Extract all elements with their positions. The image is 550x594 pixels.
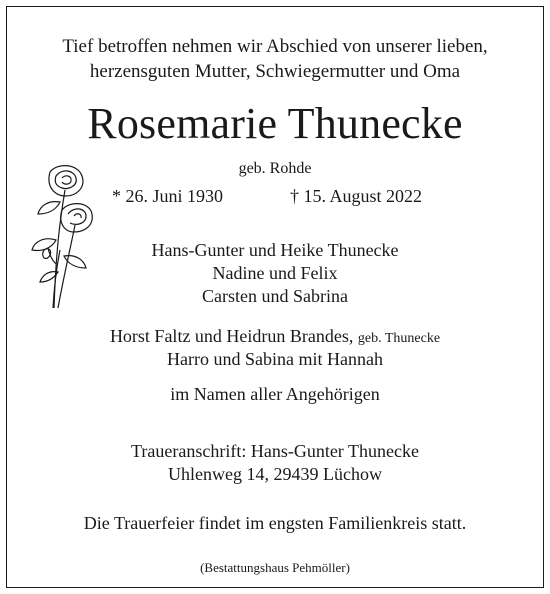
address-line-2: Uhlenweg 14, 29439 Lüchow [168, 464, 382, 484]
death-date: † 15. August 2022 [290, 186, 423, 206]
funeral-home: (Bestattungshaus Pehmöller) [200, 560, 350, 575]
family-line-2: Nadine und Felix [212, 263, 338, 283]
birth-date: * 26. Juni 1930 [112, 186, 224, 206]
deceased-name: Rosemarie Thunecke [87, 99, 463, 148]
family-line-1: Hans-Gunter und Heike Thunecke [151, 240, 399, 260]
family-line-4-main: Horst Faltz und Heidrun Brandes, [109, 326, 354, 346]
address-line-1: Traueranschrift: Hans-Gunter Thunecke [131, 441, 419, 461]
family-line-4 [0, 326, 550, 347]
intro-line-2: herzensguten Mutter, Schwiegermutter und Oma [89, 61, 461, 82]
intro-line-1: Tief betroffen nehmen wir Abschied von unserer lieben, [62, 36, 488, 57]
family-line-3: Carsten und Sabrina [202, 286, 348, 306]
family-line-5: Harro und Sabina mit Hannah [167, 349, 383, 369]
birth-name: geb. Rohde [238, 160, 312, 177]
family-line-4-note: geb. Thunecke [357, 331, 441, 346]
ceremony-note: Die Trauerfeier findet im engsten Familienkreis statt. [83, 513, 467, 533]
on-behalf-line: im Namen aller Angehörigen [170, 384, 380, 404]
